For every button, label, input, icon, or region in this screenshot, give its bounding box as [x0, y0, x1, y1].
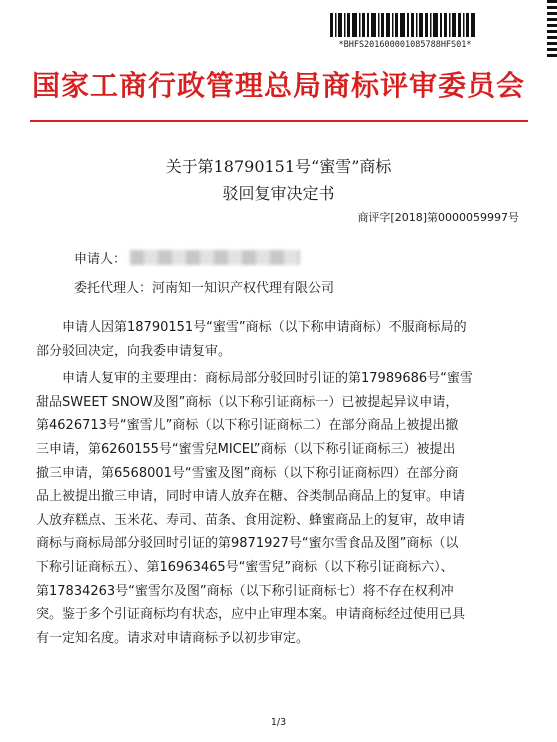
paragraph-line: 商标与商标局部分驳回时引证的第9871927号“蜜尔雪食品及图”商标（以 — [36, 536, 459, 552]
paragraph-line: 人放弃糕点、玉米花、寿司、苗条、食用淀粉、蜂蜜商品上的复审，故申请 — [36, 512, 466, 528]
organization-name: 国家工商行政管理总局商标评审委员会 — [31, 69, 525, 102]
paragraph-line: 品上被提出撤三申请，同时申请人放弃在糖、谷类制品商品上的复审。申请 — [36, 489, 466, 505]
paragraph-line: 三申请，第6260155号“蜜雪兒MICEL”商标（以下称引证商标三）被提出 — [36, 441, 456, 457]
barcode-number: *BHFS201600001085788HFS01* — [338, 40, 472, 50]
document-title-line-2: 驳回复审决定书 — [222, 184, 335, 203]
applicant-label: 申请人： — [74, 252, 127, 267]
agent-row — [74, 277, 334, 296]
page-number: 1/3 — [270, 717, 287, 728]
paragraph-line: 申请人因第18790151号“蜜雪”商标（以下称申请商标）不服商标局的 — [62, 320, 467, 335]
paragraph-line: 甜品SWEET SNOW及图”商标（以下称引证商标一）已被提起异议申请， — [36, 394, 459, 410]
paragraph-line: 第17834263号“蜜雪尔及图”商标（以下称引证商标七）将不存在权利冲 — [36, 583, 454, 599]
paragraph-reasons — [36, 367, 504, 650]
applicant-row — [74, 248, 300, 267]
redacted-applicant-name — [130, 250, 300, 265]
agent-label: 委托代理人： — [74, 281, 153, 296]
paragraph-line: 撤三申请，第6568001号“雪蜜及图”商标（以下称引证商标四）在部分商 — [36, 465, 459, 481]
scan-edge-mark — [547, 0, 557, 60]
document-title-line-1: 关于第18790151号“蜜雪”商标 — [165, 157, 392, 176]
paragraph-line: 部分驳回决定，向我委申请复审。 — [36, 343, 232, 359]
paragraph-line: 有一定知名度。请求对申请商标予以初步审定。 — [36, 630, 310, 646]
agent-name: 河南知一知识产权代理有限公司 — [152, 281, 335, 296]
paragraph-line: 第4626713号“蜜雪儿”商标（以下称引证商标二）在部分商品上被提出撤 — [36, 418, 459, 434]
letterhead-divider — [30, 120, 528, 122]
paragraph-request — [36, 316, 504, 363]
decision-body — [36, 316, 504, 654]
paragraph-line: 申请人复审的主要理由：商标局部分驳回时引证的第17989686号“蜜雪 — [62, 371, 473, 387]
barcode-image — [330, 13, 475, 37]
paragraph-line: 下称引证商标五）、第16963465号“蜜雪兒”商标（以下称引证商标六）、 — [36, 559, 454, 575]
paragraph-line: 突。鉴于多个引证商标均有状态，应中止审理本案。申请商标经过使用已具 — [36, 607, 466, 623]
document-number: 商评字[2018]第0000059997号 — [357, 211, 519, 224]
